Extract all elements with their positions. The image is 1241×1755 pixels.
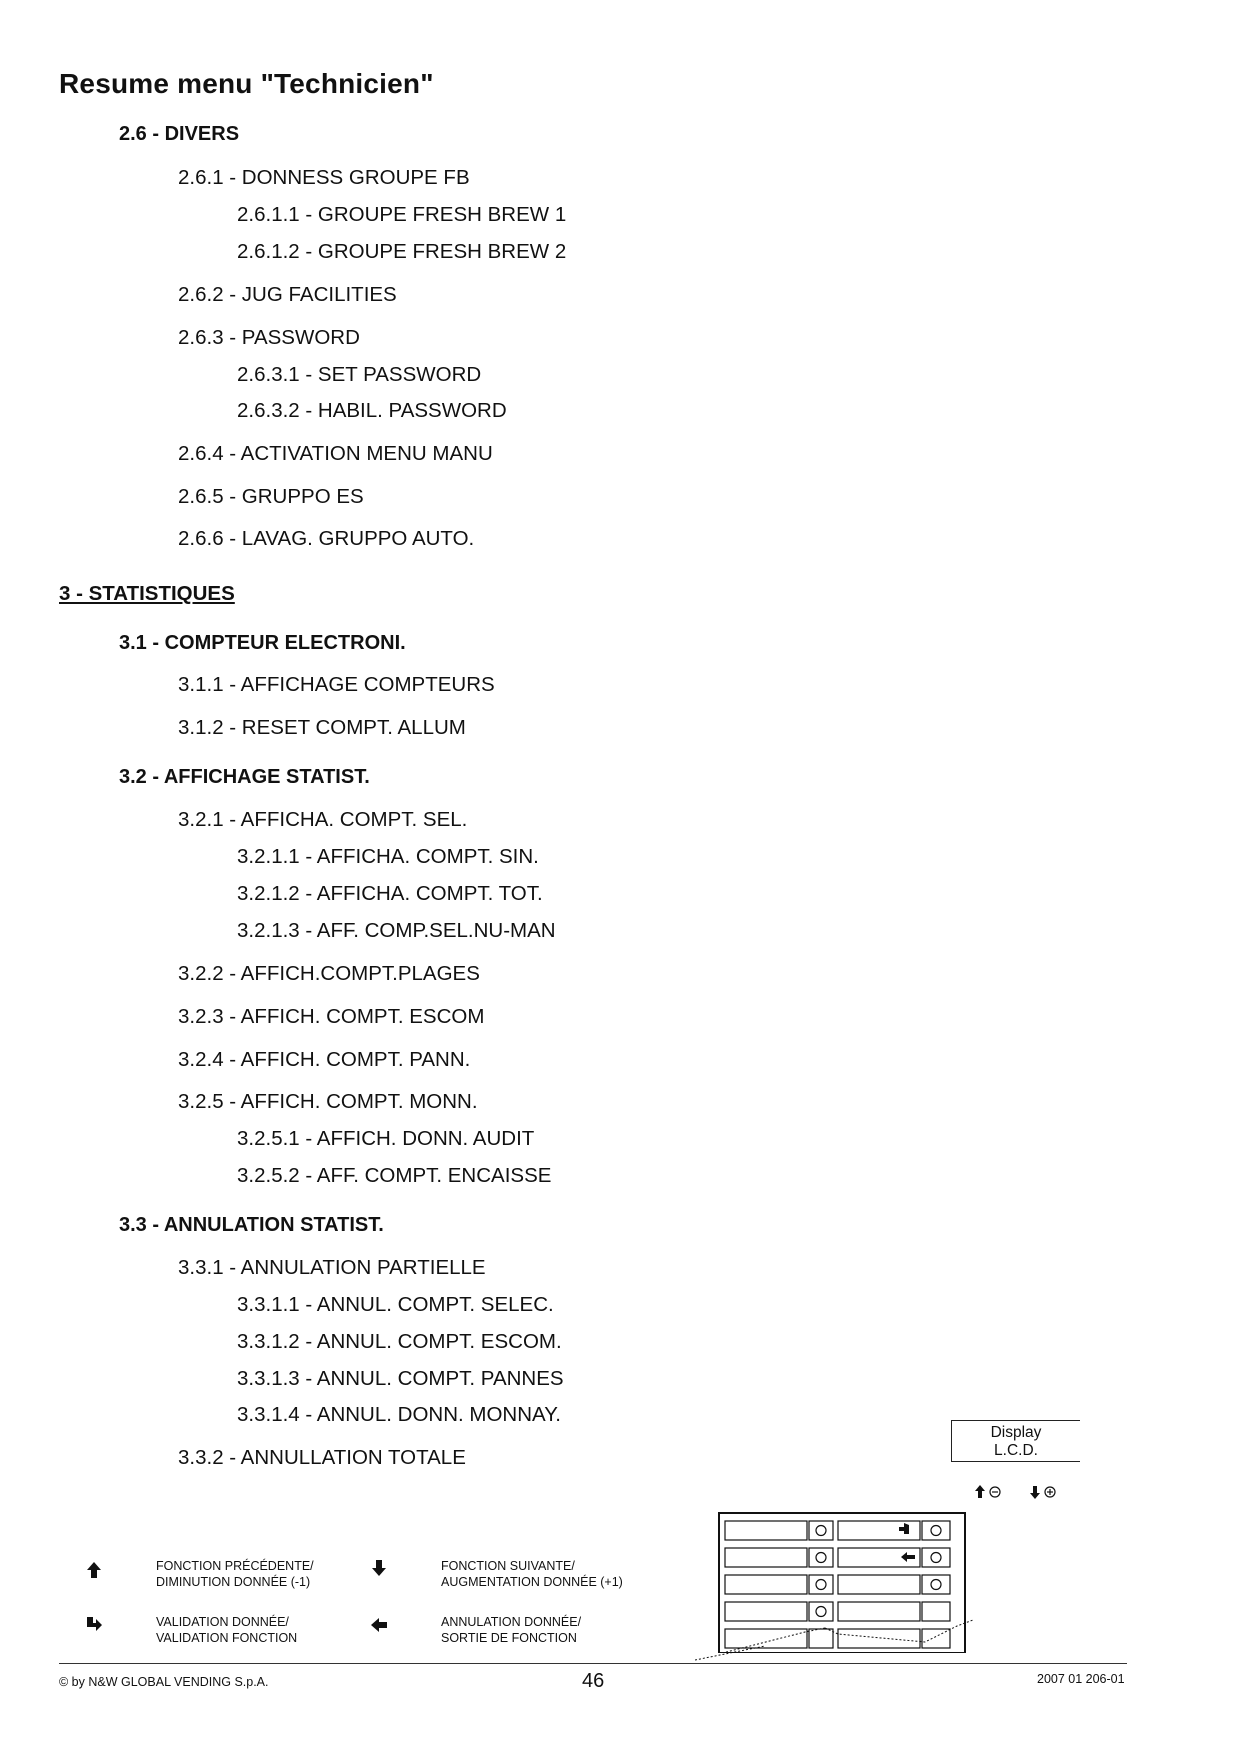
arrow-left-icon: [369, 1615, 389, 1635]
display-label-line1: Display: [990, 1424, 1042, 1441]
legend-next: [441, 1558, 623, 1590]
legend-next-line2: AUGMENTATION DONNÉE (+1): [441, 1575, 623, 1589]
menu-entry: 3.2.4 - AFFICH. COMPT. PANN.: [178, 1048, 471, 1071]
menu-entry: 3.3.2 - ANNULLATION TOTALE: [178, 1446, 466, 1469]
menu-entry: 2.6.1.1 - GROUPE FRESH BREW 1: [237, 203, 567, 226]
up-minus-icon: [974, 1483, 1004, 1501]
menu-entry: 2.6.1.2 - GROUPE FRESH BREW 2: [237, 240, 567, 263]
menu-entry: 3.1.1 - AFFICHAGE COMPTEURS: [178, 673, 495, 696]
display-lcd-label: [951, 1420, 1080, 1462]
menu-entry: 2.6.6 - LAVAG. GRUPPO AUTO.: [178, 527, 475, 550]
menu-entry: 3.2.1.1 - AFFICHA. COMPT. SIN.: [237, 845, 539, 868]
menu-entry: 3.3.1.1 - ANNUL. COMPT. SELEC.: [237, 1293, 554, 1316]
enter-arrow-icon: [84, 1615, 104, 1635]
menu-entry: 2.6.3.1 - SET PASSWORD: [237, 363, 482, 386]
document-reference: 2007 01 206-01: [1037, 1672, 1125, 1686]
menu-entry: 2.6.5 - GRUPPO ES: [178, 485, 364, 508]
menu-entry: 3.3.1.2 - ANNUL. COMPT. ESCOM.: [237, 1330, 562, 1353]
menu-entry: 2.6.2 - JUG FACILITIES: [178, 283, 397, 306]
legend-validate-line1: VALIDATION DONNÉE/: [156, 1615, 289, 1629]
footer-divider: [59, 1663, 1127, 1664]
arrow-down-icon: [369, 1558, 389, 1578]
legend-next-line1: FONCTION SUIVANTE/: [441, 1559, 575, 1573]
menu-entry: 3.2.1 - AFFICHA. COMPT. SEL.: [178, 808, 468, 831]
subsection-heading: 3.3 - ANNULATION STATIST.: [119, 1214, 384, 1236]
subsection-heading: 3.1 - COMPTEUR ELECTRONI.: [119, 632, 406, 654]
legend-previous: [156, 1558, 314, 1590]
menu-entry: 2.6.3 - PASSWORD: [178, 326, 360, 349]
page-number: 46: [582, 1670, 605, 1692]
menu-entry: 3.2.1.3 - AFF. COMP.SEL.NU-MAN: [237, 919, 556, 942]
section-heading: 3 - STATISTIQUES: [59, 582, 235, 605]
page-title: Resume menu "Technicien": [59, 68, 434, 99]
menu-entry: 3.2.5 - AFFICH. COMPT. MONN.: [178, 1090, 478, 1113]
subsection-heading: 2.6 - DIVERS: [119, 123, 240, 145]
menu-entry: 3.2.2 - AFFICH.COMPT.PLAGES: [178, 962, 480, 985]
legend-cancel: [441, 1614, 581, 1646]
display-label-line2: L.C.D.: [994, 1442, 1038, 1459]
down-plus-icon: [1027, 1483, 1059, 1501]
legend-previous-line2: DIMINUTION DONNÉE (-1): [156, 1575, 311, 1589]
arrow-up-icon: [84, 1560, 104, 1580]
menu-entry: 3.2.3 - AFFICH. COMPT. ESCOM: [178, 1005, 485, 1028]
menu-entry: 3.3.1 - ANNULATION PARTIELLE: [178, 1256, 486, 1279]
menu-entry: 3.2.5.1 - AFFICH. DONN. AUDIT: [237, 1127, 535, 1150]
menu-entry: 2.6.4 - ACTIVATION MENU MANU: [178, 442, 493, 465]
menu-entry: 3.3.1.4 - ANNUL. DONN. MONNAY.: [237, 1403, 561, 1426]
legend-cancel-line1: ANNULATION DONNÉE/: [441, 1615, 582, 1629]
legend-validate: [156, 1614, 297, 1646]
legend-validate-line2: VALIDATION FONCTION: [156, 1631, 298, 1645]
keypad-panel-diagram: [695, 1512, 985, 1662]
menu-entry: 2.6.3.2 - HABIL. PASSWORD: [237, 399, 507, 422]
footer-copyright: © by N&W GLOBAL VENDING S.p.A.: [59, 1675, 269, 1689]
menu-entry: 3.2.1.2 - AFFICHA. COMPT. TOT.: [237, 882, 543, 905]
legend-previous-line1: FONCTION PRÉCÉDENTE/: [156, 1559, 314, 1573]
menu-entry: 3.1.2 - RESET COMPT. ALLUM: [178, 716, 466, 739]
menu-entry: 3.3.1.3 - ANNUL. COMPT. PANNES: [237, 1367, 564, 1390]
menu-entry: 2.6.1 - DONNESS GROUPE FB: [178, 166, 470, 189]
legend-cancel-line2: SORTIE DE FONCTION: [441, 1631, 577, 1645]
subsection-heading: 3.2 - AFFICHAGE STATIST.: [119, 766, 370, 788]
menu-entry: 3.2.5.2 - AFF. COMPT. ENCAISSE: [237, 1164, 552, 1187]
